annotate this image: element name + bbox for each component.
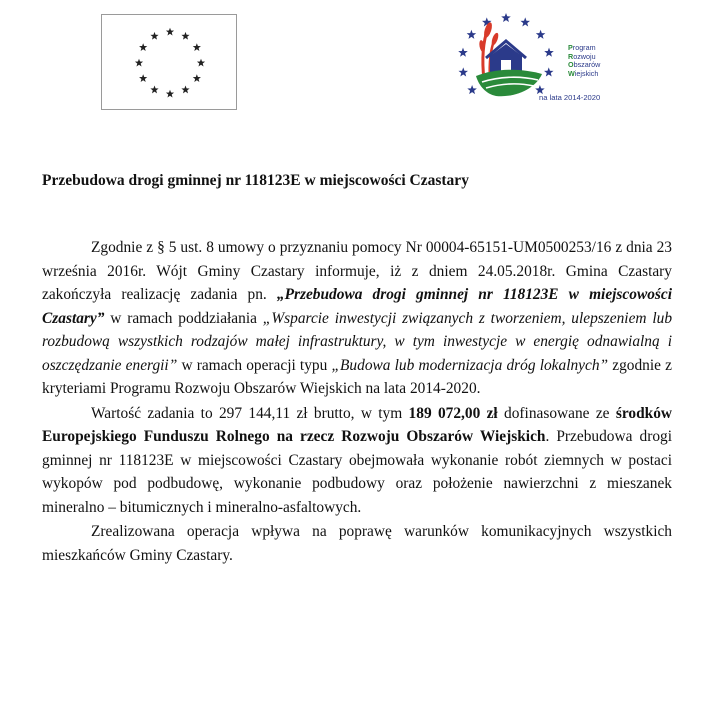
prow-years: na lata 2014-2020 xyxy=(539,93,601,102)
eu-star xyxy=(135,59,143,67)
prow-line: Obszarów xyxy=(568,60,601,70)
eu-star xyxy=(150,86,158,94)
prow-star xyxy=(536,30,546,39)
paragraph-3: Zrealizowana operacja wpływa na poprawę warunków komunikacyjnych wszystkich mieszkańców Gminy Czastary. xyxy=(42,523,672,564)
prow-star xyxy=(458,48,468,57)
eu-star xyxy=(181,32,189,40)
prow-line: Rozwoju xyxy=(568,51,596,61)
eu-star xyxy=(193,43,201,51)
prow-star xyxy=(544,48,554,57)
prow-star xyxy=(520,17,530,26)
eu-star xyxy=(150,32,158,40)
eu-flag-icon xyxy=(102,15,238,111)
prow-star xyxy=(467,85,477,94)
prow-star xyxy=(458,67,468,76)
eu-star xyxy=(166,28,174,36)
eu-flag-logo xyxy=(101,14,237,110)
prow-star xyxy=(467,30,477,39)
prow-star xyxy=(544,67,554,76)
eu-star xyxy=(139,43,147,51)
eu-star xyxy=(181,86,189,94)
eu-star xyxy=(197,59,205,67)
document-title: Przebudowa drogi gminnej nr 118123E w miejscowości Czastary xyxy=(42,172,469,189)
prow-star xyxy=(501,13,511,22)
eu-star xyxy=(166,90,174,98)
prow-logo xyxy=(446,10,616,110)
eu-star xyxy=(193,74,201,82)
document-body xyxy=(42,236,672,568)
paragraph-2: Wartość zadania to 297 144,11 zł brutto, w tym 189 072,00 zł dofinasowane ze środków Europejskiego Funduszu Rolnego na rzecz Rozwoju Obszarów Wiejskich. Przebudowa drogi gminnej nr 118123E w miejscowości Czastary obejmowała wykonanie robót ziemnych w postaci wykopów pod podbudowę, wykonanie podbudowy oraz położenie nawierzchni z mieszanek mineralno – bitumicznych i mineralno-asfaltowych. xyxy=(42,404,673,516)
paragraph-1: Zgodnie z § 5 ust. 8 umowy o przyznaniu pomocy Nr 00004-65151-UM0500253/16 z dnia 23 września 2016r. Wójt Gminy Czastary informuje, iż z dniem 24.05.2018r. Gmina Czastary zakończyła realizację zadania pn. „Przebudowa drogi gminnej nr 118123E w miejscowości Czastary” w ramach poddziałania „Wsparcie inwestycji związanych z tworzeniem, ulepszeniem lub rozbudową wszystkich rodzajów małej infrastruktury, w tym inwestycje w energię odnawialną i oszczędzanie energii” w ramach operacji typu „Budowa lub modernizacja dróg lokalnych” zgodnie z kryteriami Programu Rozwoju Obszarów Wiejskich na lata 2014-2020. xyxy=(42,239,673,397)
prow-line: Program xyxy=(568,43,596,52)
eu-star xyxy=(139,74,147,82)
prow-line: Wiejskich xyxy=(568,68,599,78)
prow-name xyxy=(568,44,600,78)
